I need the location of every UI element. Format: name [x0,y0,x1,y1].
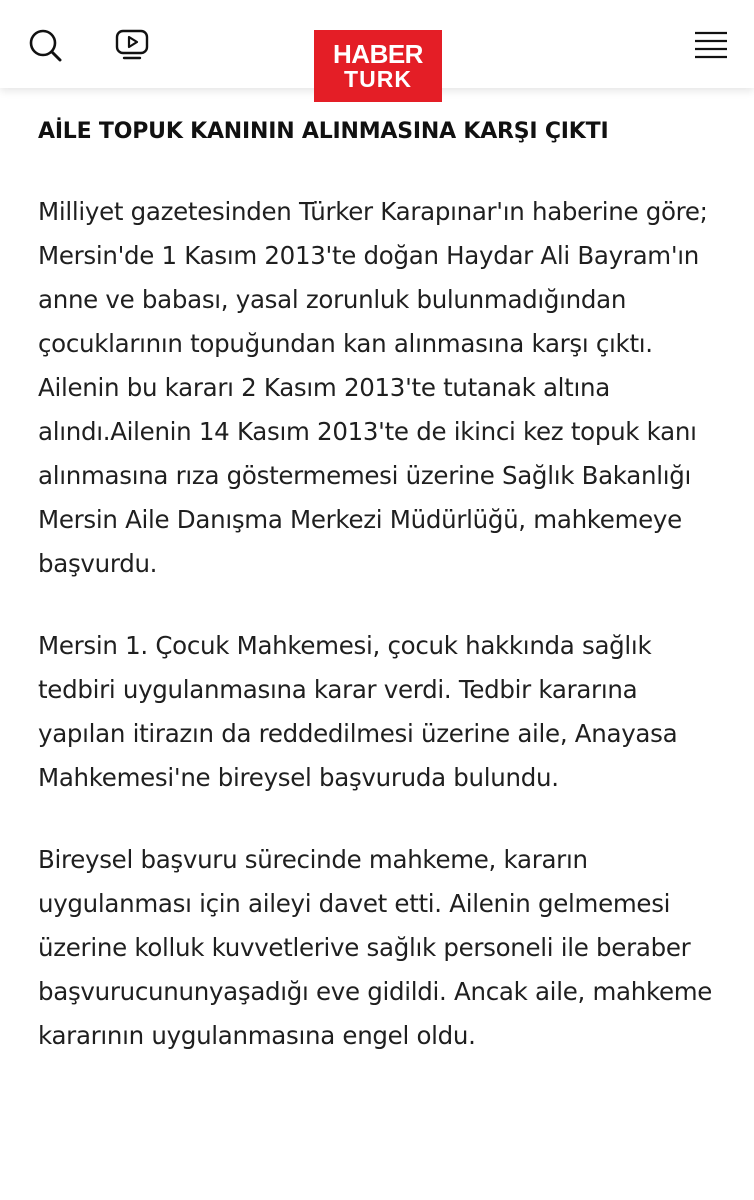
search-icon [28,28,62,62]
article-paragraph-2: Mersin 1. Çocuk Mahkemesi, çocuk hakkında sağlık tedbiri uygulanmasına karar verdi. Tedbir kararına yapılan itirazın da reddedilmesi üzerine aile, Anayasa Mahkemesi'ne bireysel başvuruda bulundu. [38,631,678,792]
menu-button[interactable] [690,26,732,64]
article-body [38,112,728,1058]
article-headline: AİLE TOPUK KANININ ALINMASINA KARŞI ÇIKTI [38,119,609,144]
logo-line-1: HABER [333,39,423,69]
hamburger-menu-icon [693,29,729,61]
article-paragraph-1: Milliyet gazetesinden Türker Karapınar'ın haberine göre; Mersin'de 1 Kasım 2013'te doğan Haydar Ali Bayram'ın anne ve babası, yasal zorunluk bulunmadığından çocuklarının topuğundan kan alınmasına karşı çıktı. Ailenin bu kararı 2 Kasım 2013'te tutanak altına alındı.Ailenin 14 Kasım 2013'te de ikinci kez topuk kanı alınmasına rıza göstermemesi üzerine Sağlık Bakanlığı Mersin Aile Danışma Merkezi Müdürlüğü, mahkemeye başvurdu. [38,197,708,578]
haberturk-logo[interactable] [314,30,442,102]
video-play-icon [114,28,150,62]
search-button[interactable] [24,24,66,66]
logo-line-2: TURK [344,66,412,92]
video-button[interactable] [110,24,154,66]
article-paragraph-3: Bireysel başvuru sürecinde mahkeme, kararın uygulanması için aileyi davet etti. Ailenin gelmemesi üzerine kolluk kuvvetlerive sağlık personeli ile beraber başvurucununyaşadığı eve gidildi. Ancak aile, mahkeme kararının uygulanmasına engel oldu. [38,845,713,1050]
